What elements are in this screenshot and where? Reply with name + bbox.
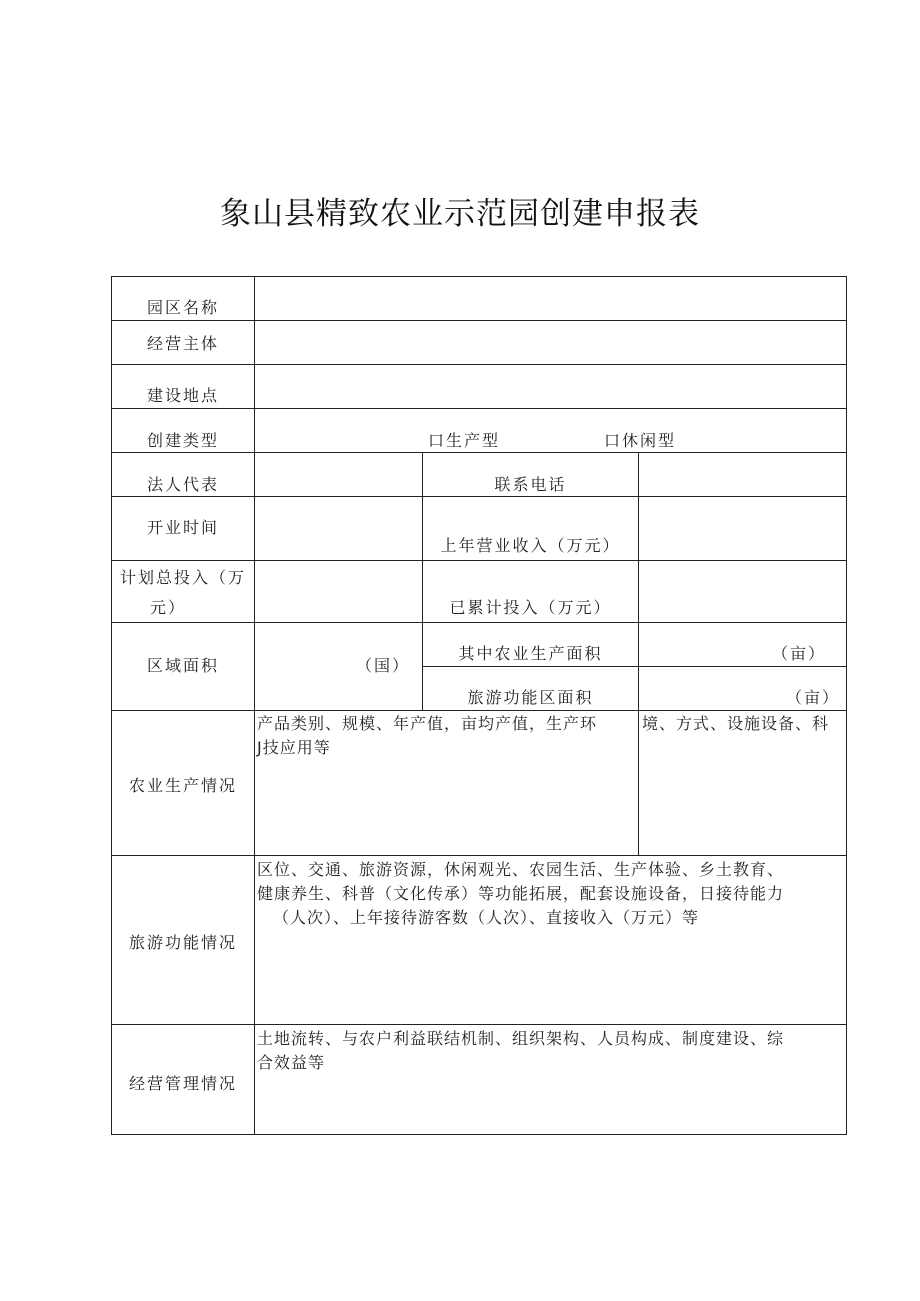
right-column-divider <box>638 452 639 710</box>
row-divider <box>111 855 847 856</box>
table-border-top <box>111 276 847 277</box>
planned-investment-field[interactable] <box>256 562 421 621</box>
row-divider <box>111 320 847 321</box>
agri-desc-divider <box>638 710 639 855</box>
row-divider <box>111 452 847 453</box>
agri-area-unit: （亩） <box>772 644 827 663</box>
park-name-field[interactable] <box>256 278 845 319</box>
agri-status-hint-line1-left: 产品类别、规模、年产值，亩均产值，生产环 <box>257 714 598 733</box>
page-title: 象山县精致农业示范园创建申报表 <box>220 196 700 232</box>
row-divider <box>111 1024 847 1025</box>
label-legal-rep: 法人代表 <box>146 475 219 494</box>
label-column-divider <box>254 276 255 1135</box>
area-unit: （国） <box>356 656 411 675</box>
label-area: 区域面积 <box>146 656 219 675</box>
table-border-right <box>846 276 847 1135</box>
tourism-status-hint-line3: （人次）、上年接待游客数（人次）、直接收入（万元）等 <box>273 908 700 927</box>
row-divider <box>111 710 847 711</box>
location-field[interactable] <box>256 366 845 407</box>
label-cumulative-investment: 已累计投入（万元） <box>449 598 612 617</box>
row-divider <box>111 560 847 561</box>
agri-status-hint-line2: J技应用等 <box>257 738 331 757</box>
label-operator: 经营主体 <box>146 334 219 353</box>
label-agri-status: 农业生产情况 <box>128 776 237 795</box>
table-border-bottom <box>111 1134 847 1135</box>
label-planned-investment-line2: 元） <box>150 598 187 617</box>
legal-rep-field[interactable] <box>256 454 421 495</box>
management-status-hint-line1: 土地流转、与农户利益联结机制、组织架构、人员构成、制度建设、综 <box>257 1029 785 1048</box>
tourism-status-field[interactable] <box>256 934 845 1023</box>
type-option-leisure[interactable]: 口休闲型 <box>604 431 677 450</box>
label-tourism-status: 旅游功能情况 <box>128 933 237 952</box>
last-year-revenue-field[interactable] <box>640 498 845 559</box>
open-date-field[interactable] <box>256 498 421 559</box>
label-last-year-revenue: 上年营业收入（万元） <box>440 536 621 555</box>
phone-field[interactable] <box>640 454 845 495</box>
label-planned-investment-line1: 计划总投入（万 <box>119 568 246 587</box>
label-location: 建设地点 <box>146 386 219 405</box>
agri-status-field[interactable] <box>256 762 636 854</box>
tourism-area-unit: （亩） <box>786 688 841 707</box>
management-status-field[interactable] <box>256 1078 845 1133</box>
label-tourism-area: 旅游功能区面积 <box>467 688 594 707</box>
type-option-production[interactable]: 口生产型 <box>428 431 501 450</box>
management-status-hint-line2: 合效益等 <box>257 1053 326 1072</box>
row-divider <box>111 364 847 365</box>
tourism-status-hint-line2: 健康养生、科普（文化传承）等功能拓展，配套设施设备，日接待能力 <box>257 884 785 903</box>
label-type: 创建类型 <box>146 431 219 450</box>
label-agri-area: 其中农业生产面积 <box>458 644 603 663</box>
agri-status-hint-line1-right: 境、方式、设施设备、科 <box>642 714 830 733</box>
label-open-date: 开业时间 <box>146 518 219 537</box>
row-divider <box>111 496 847 497</box>
operator-field[interactable] <box>256 322 845 363</box>
label-phone: 联系电话 <box>494 475 567 494</box>
label-park-name: 园区名称 <box>146 298 219 317</box>
label-management-status: 经营管理情况 <box>128 1074 237 1093</box>
cumulative-investment-field[interactable] <box>640 562 845 621</box>
row-divider-partial <box>422 666 847 667</box>
row-divider <box>111 622 847 623</box>
row-divider <box>111 408 847 409</box>
tourism-status-hint-line1: 区位、交通、旅游资源，休闲观光、农园生活、生产体验、乡土教育、 <box>257 860 785 879</box>
